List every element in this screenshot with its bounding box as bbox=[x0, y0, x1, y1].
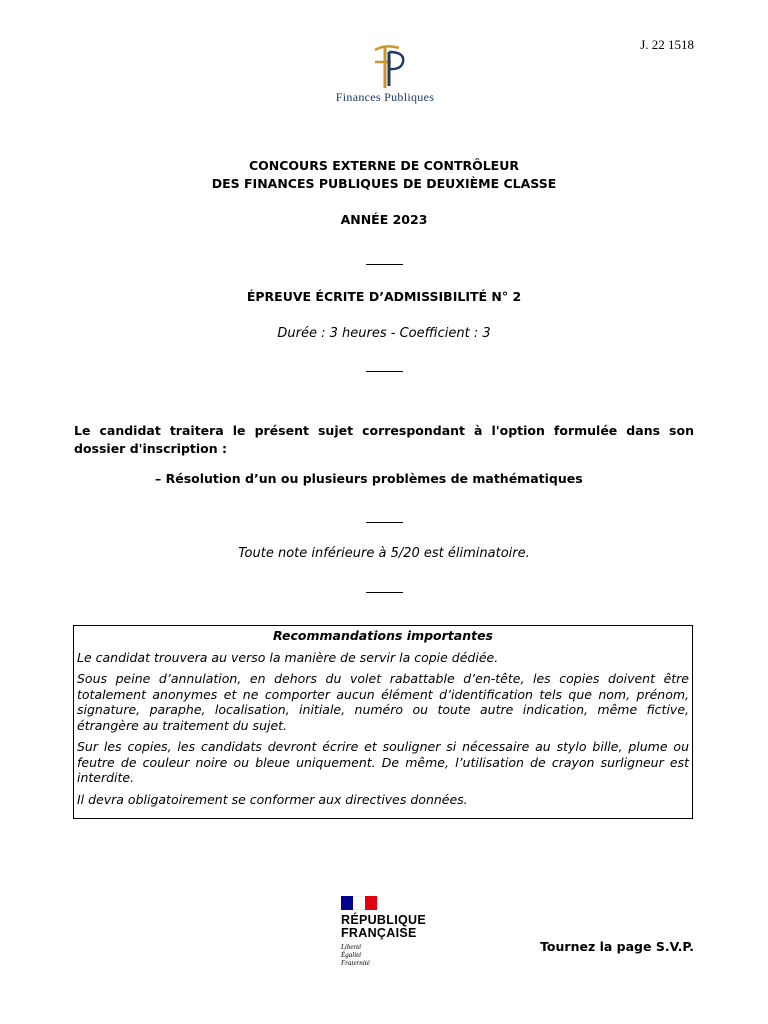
exam-option: – Résolution d’un ou plusieurs problèmes de mathématiques bbox=[155, 471, 583, 486]
republic-name bbox=[341, 914, 443, 940]
epreuve-title: ÉPREUVE ÉCRITE D’ADMISSIBILITÉ N° 2 bbox=[246, 289, 522, 304]
turn-page-note: Tournez la page S.V.P. bbox=[540, 939, 694, 954]
exam-year: ANNÉE 2023 bbox=[340, 212, 428, 227]
logo-label: Finances Publiques bbox=[335, 90, 435, 104]
recommendation-item: Sous peine d’annulation, en dehors du volet rabattable d’en-tête, les copies doivent être totalement anonymes et ne comporter aucun élément d’identification tels que nom, prénom, signature, paraphe, localisation, initiale, numéro ou toute autre indication, même fictive, étrangère au traitement du sujet. bbox=[77, 671, 689, 733]
motto-egalite: Égalité bbox=[341, 951, 362, 959]
recommendation-item: Sur les copies, les candidats devront écrire et souligner si nécessaire au stylo bille, plume ou feutre de couleur noire ou bleue uniquement. De même, l’utilisation de crayon surligneur est interdite. bbox=[77, 739, 689, 785]
duration-coefficient: Durée : 3 heures - Coefficient : 3 bbox=[277, 326, 491, 341]
republic-line-1: RÉPUBLIQUE bbox=[341, 913, 426, 927]
elimination-note: Toute note inférieure à 5/20 est éliminatoire. bbox=[238, 546, 530, 561]
separator-rule bbox=[366, 264, 403, 265]
motto-fraternite: Fraternité bbox=[341, 959, 370, 967]
republic-motto bbox=[341, 943, 443, 967]
french-flag-icon bbox=[341, 896, 377, 910]
fp-monogram-icon bbox=[355, 42, 415, 90]
instructions-paragraph: Le candidat traitera le présent sujet correspondant à l'option formulée dans son dossier d'inscription : bbox=[74, 423, 694, 456]
separator-rule bbox=[366, 522, 403, 523]
document-reference: J. 22 1518 bbox=[640, 37, 694, 52]
recommendations-title: Recommandations importantes bbox=[273, 628, 493, 643]
separator-rule bbox=[366, 371, 403, 372]
recommendations-box bbox=[73, 625, 693, 819]
exam-title-line-2: DES FINANCES PUBLIQUES DE DEUXIÈME CLASSE bbox=[211, 176, 557, 191]
separator-rule bbox=[366, 592, 403, 593]
recommendation-item: Le candidat trouvera au verso la manière de servir la copie dédiée. bbox=[77, 649, 499, 665]
exam-title bbox=[0, 157, 768, 193]
exam-title-line-1: CONCOURS EXTERNE DE CONTRÔLEUR bbox=[249, 158, 519, 173]
recommendation-item: Il devra obligatoirement se conformer aux directives données. bbox=[77, 791, 468, 807]
finances-publiques-logo bbox=[310, 42, 460, 112]
motto-liberte: Liberté bbox=[341, 943, 362, 951]
republic-line-2: FRANÇAISE bbox=[341, 926, 417, 940]
republique-francaise-logo bbox=[333, 888, 443, 976]
